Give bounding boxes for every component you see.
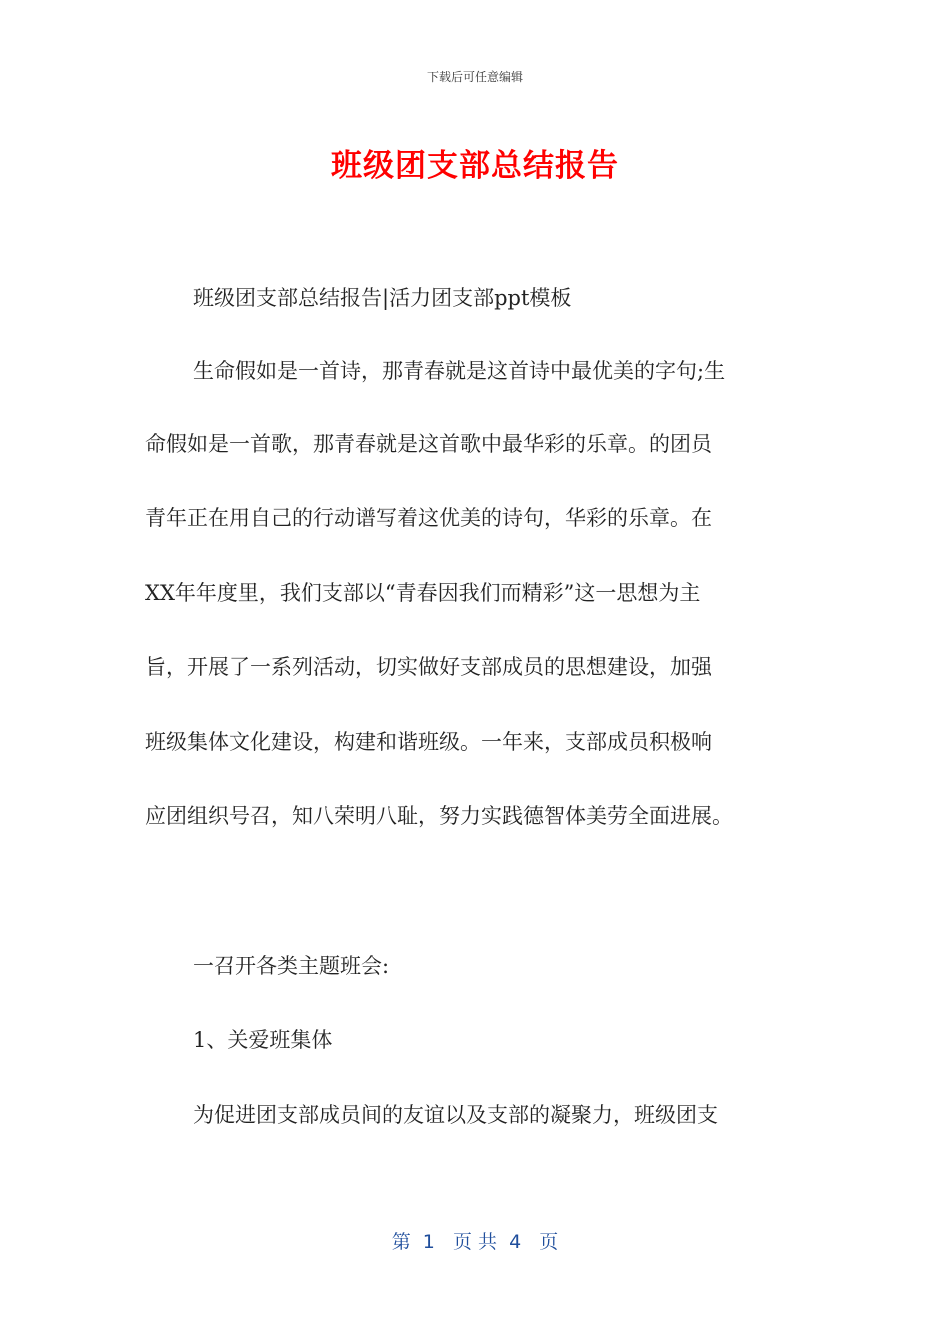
paragraph-line: 应团组织号召，知八荣明八耻，努力实践德智体美劳全面进展。 bbox=[145, 804, 733, 828]
page-footer: 第 1 页 共 4 页 bbox=[391, 1231, 559, 1253]
paragraph-line: 为促进团支部成员间的友谊以及支部的凝聚力，班级团支 bbox=[193, 1103, 718, 1127]
paragraph-line: 班级集体文化建设，构建和谐班级。一年来，支部成员积极响 bbox=[145, 730, 712, 754]
paragraph-line: 命假如是一首歌，那青春就是这首歌中最华彩的乐章。的团员 bbox=[145, 432, 712, 456]
header-note: 下载后可任意编辑 bbox=[426, 70, 523, 84]
subtitle-line: 班级团支部总结报告|活力团支部ppt模板 bbox=[193, 286, 572, 310]
subsection-heading: 1、关爱班集体 bbox=[193, 1028, 333, 1052]
paragraph-line: 青年正在用自己的行动谱写着这优美的诗句，华彩的乐章。在 bbox=[145, 506, 712, 530]
paragraph-line: 旨，开展了一系列活动，切实做好支部成员的思想建设，加强 bbox=[145, 655, 712, 679]
paragraph-line: XX年年度里，我们支部以“青春因我们而精彩”这一思想为主 bbox=[145, 581, 701, 605]
section-heading: 一召开各类主题班会: bbox=[193, 954, 390, 978]
document-title: 班级团支部总结报告 bbox=[331, 148, 619, 184]
paragraph-line: 生命假如是一首诗，那青春就是这首诗中最优美的字句;生 bbox=[193, 359, 726, 383]
